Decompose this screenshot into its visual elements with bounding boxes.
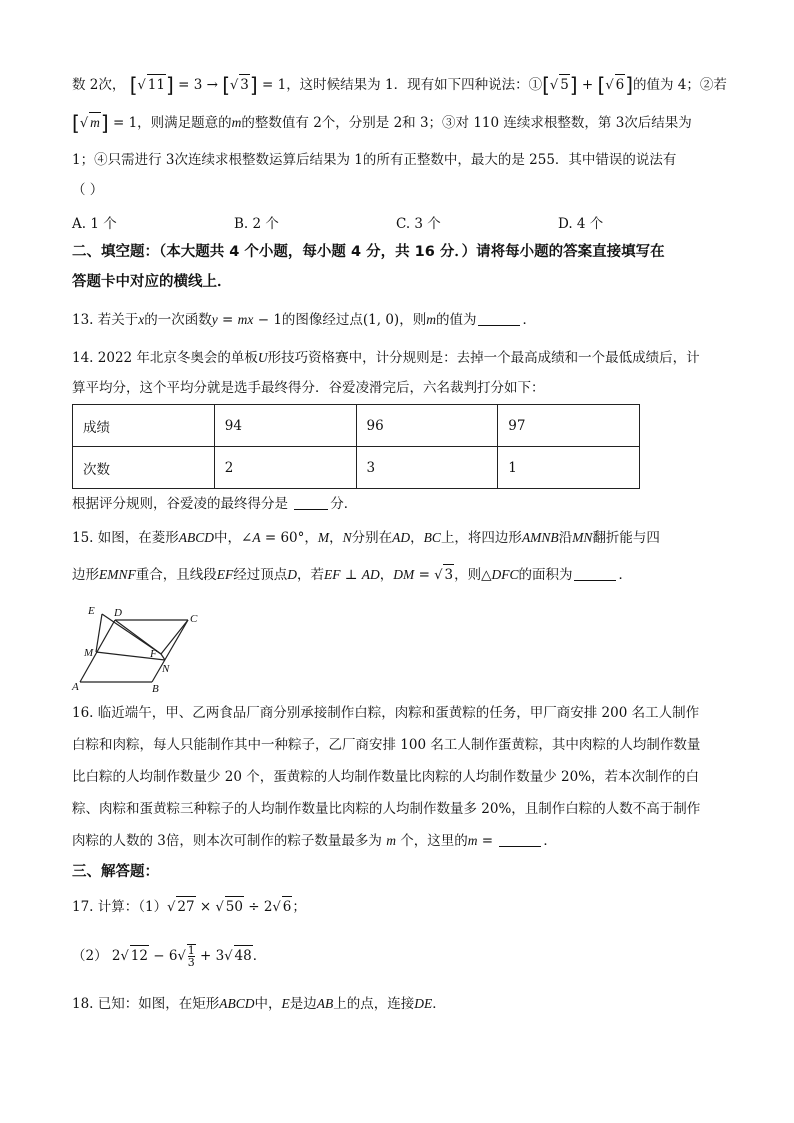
q14-answer-blank[interactable] xyxy=(294,509,328,510)
fig-label-d: D xyxy=(114,607,122,619)
section-3-heading: 三、解答题： xyxy=(72,864,159,880)
q12-line-1: 数 2次， [√ 11] = 3 → [√ 3] = 1，这时候结果为 1．现有如下四种说法：①[√ 5] + [√ 6]的值为 4；②若 xyxy=(72,73,727,97)
fig-label-n: N xyxy=(162,663,170,675)
table-cell: 次数 xyxy=(73,447,215,489)
q16-answer-blank[interactable] xyxy=(499,846,541,847)
fig-label-e: E xyxy=(88,605,95,617)
q16-line-3: 比白粽的人均制作数量少 20 个，蛋黄粽的人均制作数量比肉粽的人均制作数量少 20%，若本次制作的白 xyxy=(72,769,700,785)
table-cell: 94 xyxy=(214,405,356,447)
fig-label-f: F xyxy=(150,648,157,660)
q12-option-b: B. 2 个 xyxy=(234,216,279,232)
table-row xyxy=(73,405,640,447)
q12-line-2: [√ m] = 1，则满足题意的m的整数值有 2个，分别是 2和 3；③对 110 连续求根整数，第 3次后结果为 xyxy=(72,111,692,135)
table-cell: 97 xyxy=(498,405,640,447)
section-2-heading-1: 二、填空题：（本大题共 4 个小题，每小题 4 分，共 16 分．）请将每小题的答案直接填写在 xyxy=(72,244,665,260)
fig-label-m: M xyxy=(84,647,94,659)
q15-answer-blank[interactable] xyxy=(574,580,616,581)
q16-line-4: 粽、肉粽和蛋黄粽三种粽子的人均制作数量比肉粽的人均制作数量多 20%，且制作白粽的人数不高于制作 xyxy=(72,801,701,817)
table-cell: 96 xyxy=(356,405,498,447)
q12-option-d: D. 4 个 xyxy=(558,216,604,232)
q17-part-2: （2） 2√ 12 − 6√ $\frac{1}{3}$ + 3√ 48． xyxy=(72,944,267,969)
q17-part-1: 17. 计算：（1）√ 27 × √ 50 ÷ 2√ 6； xyxy=(72,896,724,918)
q14-line-1: 14. 2022 年北京冬奥会的单板U形技巧资格赛中，计分规则是：去掉一个最高成绩和一个最低成绩后，计 xyxy=(72,350,700,366)
fig-label-c: C xyxy=(190,613,198,625)
q14-line-2: 算平均分，这个平均分就是选手最终得分．谷爱凌滑完后，六名裁判打分如下： xyxy=(72,380,545,396)
q13-answer-blank[interactable] xyxy=(478,325,520,326)
section-2-heading-2: 答题卡中对应的横线上． xyxy=(72,274,232,290)
q12-line-4: （ ） xyxy=(72,182,104,198)
table-cell: 2 xyxy=(214,447,356,489)
q16-line-1: 16. 临近端午，甲、乙两食品厂商分别承接制作白粽，肉粽和蛋黄粽的任务，甲厂商安排 200 名工人制作 xyxy=(72,705,700,721)
table-cell: 成绩 xyxy=(73,405,215,447)
q14-after: 根据评分规则，谷爱凌的最终得分是 分． xyxy=(72,496,358,512)
q12-option-a: A. 1 个 xyxy=(72,216,117,232)
q15-rhombus-figure xyxy=(70,600,210,696)
q15-line-1: 15. 如图，在菱形ABCD中，∠A = 60°，M，N分别在AD，BC上，将四边形AMNB沿MN翻折能与四 xyxy=(72,530,660,546)
q12-option-c: C. 3 个 xyxy=(396,216,441,232)
table-cell: 1 xyxy=(498,447,640,489)
table-cell: 3 xyxy=(356,447,498,489)
q13: 13. 若关于x的一次函数y = mx − 1的图像经过点(1, 0)，则m的值为 ． xyxy=(72,312,536,328)
q16-line-2: 白粽和肉粽，每人只能制作其中一种粽子，乙厂商安排 100 名工人制作蛋黄粽，其中肉粽的人均制作数量 xyxy=(72,737,701,753)
fig-label-b: B xyxy=(152,683,159,695)
q16-line-5: 肉粽的人数的 3倍，则本次可制作的粽子数量最多为 m 个，这里的m = ． xyxy=(72,833,557,849)
table-row xyxy=(73,447,640,489)
q14-score-table xyxy=(72,404,640,489)
q12-line-3: 1；④只需进行 3次连续求根整数运算后结果为 1的所有正整数中，最大的是 255．其中错误的说法有 xyxy=(72,152,677,168)
q18: 18. 已知：如图，在矩形ABCD中，E是边AB上的点，连接DE． xyxy=(72,996,446,1012)
fig-label-a: A xyxy=(72,681,79,693)
q15-line-2: 边形EMNF重合，且线段EF经过顶点D，若EF ⊥ AD，DM = √ 3，则△DFC的面积为 ． xyxy=(72,564,724,586)
